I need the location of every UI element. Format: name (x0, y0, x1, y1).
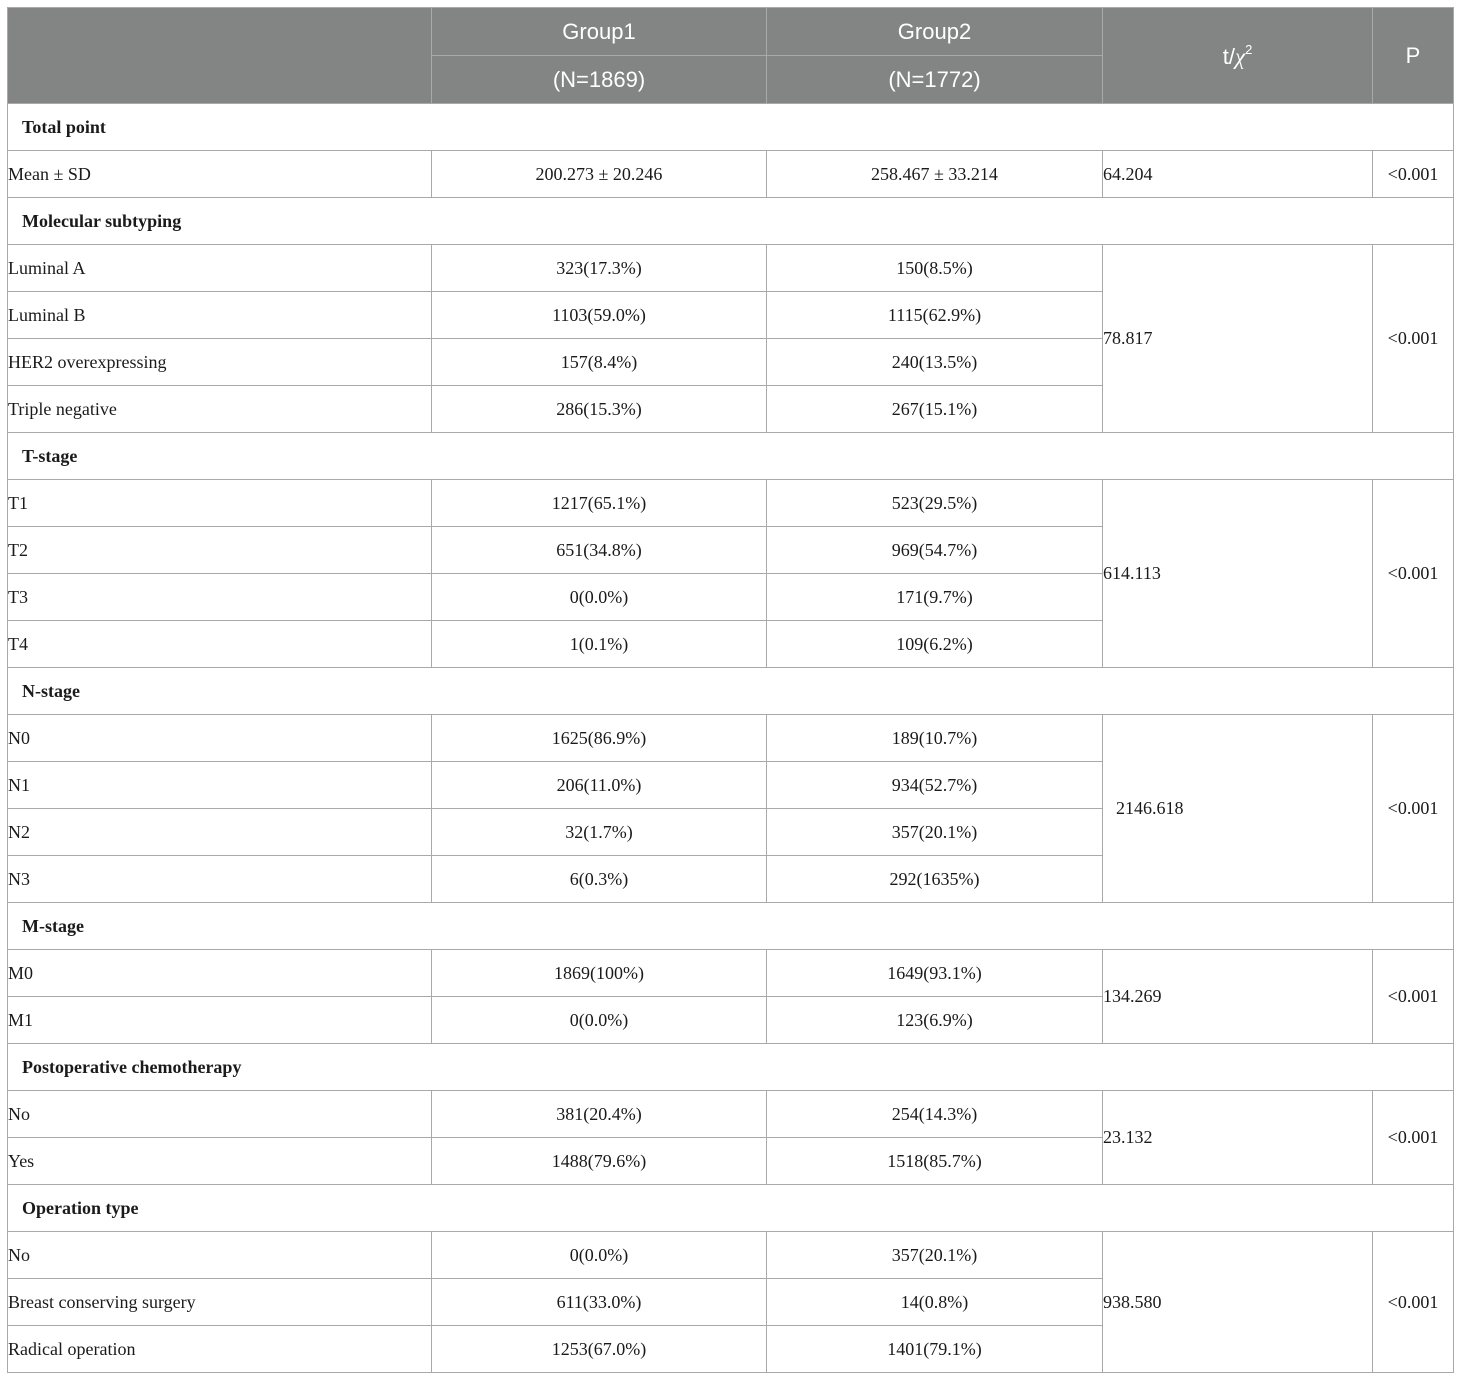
group2-value: 969(54.7%) (767, 527, 1103, 574)
section-header-row (8, 668, 1454, 715)
section-header-row (8, 903, 1454, 950)
header-blank-cell (8, 8, 432, 104)
table-header (8, 8, 1454, 104)
group1-value: 286(15.3%) (432, 386, 767, 433)
section-title: N-stage (8, 668, 1454, 715)
group2-value: 123(6.9%) (767, 997, 1103, 1044)
chi-superscript: 2 (1245, 41, 1253, 57)
table-row (8, 1232, 1454, 1279)
group1-value: 206(11.0%) (432, 762, 767, 809)
group2-value: 258.467 ± 33.214 (767, 151, 1103, 198)
row-label: T3 (8, 574, 432, 621)
group2-value: 254(14.3%) (767, 1091, 1103, 1138)
row-label: HER2 overexpressing (8, 339, 432, 386)
statistic-value: 64.204 (1103, 151, 1373, 198)
table-row (8, 1091, 1454, 1138)
p-value: <0.001 (1373, 1232, 1454, 1373)
statistic-value: 614.113 (1103, 480, 1373, 668)
p-value: <0.001 (1373, 950, 1454, 1044)
row-label: T2 (8, 527, 432, 574)
section-header-row (8, 1044, 1454, 1091)
p-value: <0.001 (1373, 245, 1454, 433)
group2-value: 523(29.5%) (767, 480, 1103, 527)
row-label: Radical operation (8, 1326, 432, 1373)
header-group1-n: (N=1869) (432, 56, 767, 104)
group2-value: 1401(79.1%) (767, 1326, 1103, 1373)
statistic-value: 2146.618 (1103, 715, 1373, 903)
group1-value: 1488(79.6%) (432, 1138, 767, 1185)
p-value: <0.001 (1373, 1091, 1454, 1185)
group1-value: 0(0.0%) (432, 997, 767, 1044)
group2-value: 1518(85.7%) (767, 1138, 1103, 1185)
statistic-value: 134.269 (1103, 950, 1373, 1044)
group1-value: 200.273 ± 20.246 (432, 151, 767, 198)
group1-value: 0(0.0%) (432, 1232, 767, 1279)
table-row (8, 715, 1454, 762)
row-label: N2 (8, 809, 432, 856)
stat-prefix: t/ (1222, 43, 1235, 69)
row-label: N3 (8, 856, 432, 903)
group1-value: 157(8.4%) (432, 339, 767, 386)
table-body (8, 104, 1454, 1373)
header-p-value: P (1373, 8, 1454, 104)
comparison-table (7, 7, 1454, 1373)
group1-value: 651(34.8%) (432, 527, 767, 574)
row-label: Mean ± SD (8, 151, 432, 198)
group1-value: 1253(67.0%) (432, 1326, 767, 1373)
group2-value: 150(8.5%) (767, 245, 1103, 292)
row-label: Luminal A (8, 245, 432, 292)
row-label: N1 (8, 762, 432, 809)
group1-value: 381(20.4%) (432, 1091, 767, 1138)
header-statistic (1103, 8, 1373, 104)
row-label: T4 (8, 621, 432, 668)
p-value: <0.001 (1373, 715, 1454, 903)
header-group1-name: Group1 (432, 8, 767, 56)
statistic-value: 23.132 (1103, 1091, 1373, 1185)
table-row (8, 151, 1454, 198)
section-title: Total point (8, 104, 1454, 151)
group1-value: 1625(86.9%) (432, 715, 767, 762)
section-title: M-stage (8, 903, 1454, 950)
row-label: Triple negative (8, 386, 432, 433)
group1-value: 1(0.1%) (432, 621, 767, 668)
p-value: <0.001 (1373, 151, 1454, 198)
section-header-row (8, 104, 1454, 151)
group2-value: 240(13.5%) (767, 339, 1103, 386)
group1-value: 0(0.0%) (432, 574, 767, 621)
group2-value: 189(10.7%) (767, 715, 1103, 762)
section-title: Operation type (8, 1185, 1454, 1232)
table-row (8, 950, 1454, 997)
group2-value: 171(9.7%) (767, 574, 1103, 621)
section-header-row (8, 198, 1454, 245)
section-title: Molecular subtyping (8, 198, 1454, 245)
chi-symbol: χ (1234, 43, 1246, 69)
row-label: Luminal B (8, 292, 432, 339)
p-value: <0.001 (1373, 480, 1454, 668)
section-title: T-stage (8, 433, 1454, 480)
table-row (8, 480, 1454, 527)
section-header-row (8, 1185, 1454, 1232)
row-label: M1 (8, 997, 432, 1044)
group2-value: 1649(93.1%) (767, 950, 1103, 997)
statistic-value: 938.580 (1103, 1232, 1373, 1373)
group2-value: 109(6.2%) (767, 621, 1103, 668)
group2-value: 14(0.8%) (767, 1279, 1103, 1326)
group1-value: 6(0.3%) (432, 856, 767, 903)
group2-value: 292(1635%) (767, 856, 1103, 903)
group1-value: 1103(59.0%) (432, 292, 767, 339)
header-group2-n: (N=1772) (767, 56, 1103, 104)
row-label: N0 (8, 715, 432, 762)
row-label: T1 (8, 480, 432, 527)
section-title: Postoperative chemotherapy (8, 1044, 1454, 1091)
group1-value: 611(33.0%) (432, 1279, 767, 1326)
group2-value: 934(52.7%) (767, 762, 1103, 809)
group2-value: 1115(62.9%) (767, 292, 1103, 339)
group2-value: 267(15.1%) (767, 386, 1103, 433)
group1-value: 1869(100%) (432, 950, 767, 997)
group1-value: 32(1.7%) (432, 809, 767, 856)
row-label: Yes (8, 1138, 432, 1185)
statistic-value: 78.817 (1103, 245, 1373, 433)
section-header-row (8, 433, 1454, 480)
row-label: Breast conserving surgery (8, 1279, 432, 1326)
group1-value: 323(17.3%) (432, 245, 767, 292)
group2-value: 357(20.1%) (767, 809, 1103, 856)
group2-value: 357(20.1%) (767, 1232, 1103, 1279)
header-group2-name: Group2 (767, 8, 1103, 56)
row-label: No (8, 1232, 432, 1279)
group1-value: 1217(65.1%) (432, 480, 767, 527)
row-label: No (8, 1091, 432, 1138)
table-row (8, 245, 1454, 292)
row-label: M0 (8, 950, 432, 997)
